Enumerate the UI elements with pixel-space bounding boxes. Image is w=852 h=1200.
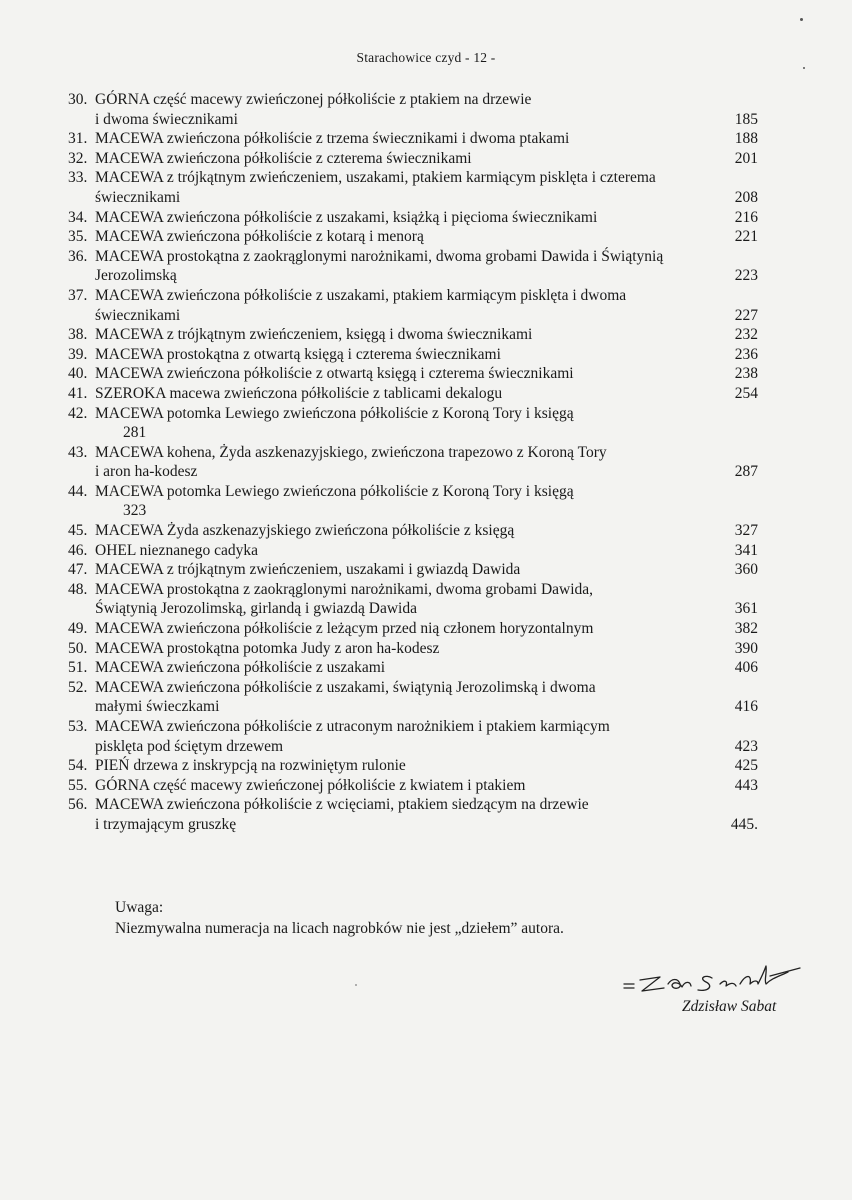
list-item <box>68 482 758 521</box>
entry-text: MACEWA Żyda aszkenazyjskiego zwieńczona półkoliście z księgą <box>95 522 515 540</box>
entry-line <box>68 619 758 639</box>
entry-line <box>68 384 758 404</box>
entry-page-number: 227 <box>734 306 758 324</box>
entry-line <box>68 325 758 345</box>
list-item <box>68 149 758 169</box>
entry-text: MACEWA zwieńczona półkoliście z uszakami, książką i pięcioma świecznikami <box>95 208 598 226</box>
entry-page-number: 423 <box>734 737 758 755</box>
list-item <box>68 286 758 325</box>
entry-text: MACEWA zwieńczona półkoliście z otwartą księgą i czterema świecznikami <box>95 365 574 383</box>
entry-number: 36. <box>68 247 88 265</box>
entry-page-number: 281 <box>123 424 147 442</box>
list-item <box>68 639 758 659</box>
entry-number: 51. <box>68 659 88 677</box>
list-item <box>68 404 758 443</box>
entry-text: MACEWA prostokątna z zaokrąglonymi narożnikami, dwoma grobami Dawida i Świątynią <box>95 247 664 265</box>
entry-number: 48. <box>68 580 88 598</box>
entry-text: MACEWA zwieńczona półkoliście z uszakami, świątynią Jerozolimską i dwoma <box>95 678 596 696</box>
entry-page-number: 185 <box>734 110 758 128</box>
entry-number: 54. <box>68 757 88 775</box>
entry-line <box>68 266 758 286</box>
entry-number: 32. <box>68 149 88 167</box>
entry-number: 39. <box>68 345 88 363</box>
entry-line <box>68 795 758 815</box>
entry-text: MACEWA zwieńczona półkoliście z uszakami, ptakiem karmiącym pisklęta i dwoma <box>95 286 627 304</box>
note-heading: Uwaga: <box>115 899 164 916</box>
handwritten-signature <box>620 960 820 996</box>
note-block <box>115 897 564 939</box>
list-item <box>68 443 758 482</box>
entry-number: 31. <box>68 130 88 148</box>
entry-text: MACEWA zwieńczona półkoliście z trzema świecznikami i dwoma ptakami <box>95 130 570 148</box>
list-item <box>68 717 758 756</box>
entry-text: MACEWA prostokątna potomka Judy z aron ha-kodesz <box>95 639 440 657</box>
entry-page-number: 390 <box>734 639 758 657</box>
entry-page-number: 360 <box>734 561 758 579</box>
running-header: Starachowice czyd - 12 - <box>356 50 496 65</box>
entry-page-number: 327 <box>734 522 758 540</box>
list-item <box>68 521 758 541</box>
entry-number: 42. <box>68 404 88 422</box>
entry-text: MACEWA zwieńczona półkoliście z uszakami <box>95 659 386 677</box>
entry-text: małymi świeczkami <box>95 698 220 716</box>
list-item <box>68 541 758 561</box>
entry-text: MACEWA kohena, Żyda aszkenazyjskiego, zwieńczona trapezowo z Koroną Tory <box>95 443 607 461</box>
entry-number: 50. <box>68 639 88 657</box>
entry-text: MACEWA zwieńczona półkoliście z leżącym przed nią członem horyzontalnym <box>95 620 594 638</box>
entry-line <box>68 129 758 149</box>
list-item <box>68 168 758 207</box>
entry-number: 40. <box>68 365 88 383</box>
entry-line <box>68 658 758 678</box>
list-item <box>68 384 758 404</box>
entry-line <box>68 462 758 482</box>
entry-text: MACEWA zwieńczona półkoliście z wcięciami, ptakiem siedzącym na drzewie <box>95 796 589 814</box>
list-item <box>68 247 758 286</box>
list-item <box>68 560 758 580</box>
entry-number: 33. <box>68 169 88 187</box>
entry-line <box>68 364 758 384</box>
list-item <box>68 208 758 228</box>
list-item <box>68 325 758 345</box>
entry-number: 53. <box>68 718 88 735</box>
entry-page-number: 236 <box>734 345 758 363</box>
entry-page-number: 445. <box>730 815 758 833</box>
entry-number: 49. <box>68 620 88 638</box>
entry-line <box>68 90 758 110</box>
entry-line <box>68 815 758 835</box>
list-item <box>68 580 758 619</box>
entry-number: 47. <box>68 561 88 579</box>
entry-page-number: 223 <box>734 267 758 285</box>
entry-page-number: 221 <box>734 228 758 246</box>
entry-number: 41. <box>68 384 88 402</box>
entry-page-number: 238 <box>734 365 758 383</box>
entry-line <box>68 521 758 541</box>
entry-line <box>68 208 758 228</box>
entry-line <box>68 737 758 757</box>
entry-line <box>68 678 758 698</box>
list-item <box>68 678 758 717</box>
entry-page-number: 341 <box>734 541 758 559</box>
entry-page-number: 361 <box>734 600 758 618</box>
list-item <box>68 364 758 384</box>
entry-number: 46. <box>68 541 88 559</box>
entry-text: świecznikami <box>95 188 181 206</box>
entry-text: MACEWA prostokątna z otwartą księgą i czterema świecznikami <box>95 345 501 363</box>
entry-text: OHEL nieznanego cadyka <box>95 541 258 559</box>
entry-line <box>68 168 758 188</box>
entry-text: pisklęta pod ściętym drzewem <box>95 737 284 755</box>
entry-line <box>68 345 758 365</box>
entry-line <box>68 697 758 717</box>
entry-text: GÓRNA część macewy zwieńczonej półkoliście z kwiatem i ptakiem <box>95 776 526 794</box>
entry-line <box>68 149 758 169</box>
entry-line <box>68 599 758 619</box>
entry-number: 34. <box>68 208 88 226</box>
entry-text: MACEWA z trójkątnym zwieńczeniem, uszakami i gwiazdą Dawida <box>95 561 521 579</box>
entry-text: MACEWA prostokątna z zaokrąglonymi narożnikami, dwoma grobami Dawida, <box>95 580 594 598</box>
entry-line <box>68 482 758 502</box>
entry-page-number: 188 <box>734 130 758 148</box>
list-item <box>68 90 758 129</box>
entry-number: 52. <box>68 678 88 696</box>
entry-line <box>68 443 758 463</box>
entry-page-number: 323 <box>123 502 147 520</box>
entry-text: świecznikami <box>95 306 181 324</box>
entry-number: 56. <box>68 796 88 814</box>
entry-text: PIEŃ drzewa z inskrypcją na rozwiniętym rulonie <box>95 757 406 775</box>
entry-line <box>68 306 758 326</box>
entry-line <box>68 501 758 521</box>
entry-line <box>68 110 758 130</box>
entry-line <box>68 541 758 561</box>
entry-text: Jerozolimską <box>95 267 177 285</box>
entry-page-number: 382 <box>734 620 758 638</box>
scan-speck <box>355 984 357 986</box>
entry-text: MACEWA z trójkątnym zwieńczeniem, uszakami, ptakiem karmiącym pisklęta i czterema <box>95 169 656 187</box>
entry-page-number: 201 <box>734 149 758 167</box>
entry-page-number: 216 <box>734 208 758 226</box>
entry-text: i aron ha-kodesz <box>95 463 198 481</box>
entry-page-number: 443 <box>734 776 758 794</box>
list-item <box>68 345 758 365</box>
entry-text: SZEROKA macewa zwieńczona półkoliście z tablicami dekalogu <box>95 384 503 402</box>
entry-line <box>68 560 758 580</box>
entry-list <box>68 90 758 835</box>
entry-text: GÓRNA część macewy zwieńczonej półkoliście z ptakiem na drzewie <box>95 91 532 108</box>
entry-number: 43. <box>68 443 88 461</box>
entry-number: 37. <box>68 286 88 304</box>
list-item <box>68 776 758 796</box>
entry-line <box>68 756 758 776</box>
entry-page-number: 208 <box>734 188 758 206</box>
entry-line <box>68 580 758 600</box>
entry-text: Świątynią Jerozolimską, girlandą i gwiazdą Dawida <box>95 600 417 618</box>
signer-name: Zdzisław Sabat <box>682 998 777 1015</box>
entry-line <box>68 286 758 306</box>
entry-number: 44. <box>68 482 88 500</box>
entry-text: MACEWA zwieńczona półkoliście z utraconym narożnikiem i ptakiem karmiącym <box>95 718 610 735</box>
entry-number: 45. <box>68 522 88 540</box>
entry-page-number: 232 <box>734 326 758 344</box>
entry-line <box>68 639 758 659</box>
entry-text: i trzymającym gruszkę <box>95 815 237 833</box>
entry-page-number: 254 <box>734 384 758 402</box>
entry-page-number: 406 <box>734 659 758 677</box>
entry-page-number: 425 <box>734 757 758 775</box>
list-item <box>68 756 758 776</box>
scan-speck <box>800 18 803 21</box>
entry-line <box>68 717 758 737</box>
entry-line <box>68 247 758 267</box>
entry-page-number: 287 <box>734 463 758 481</box>
entry-text: MACEWA zwieńczona półkoliście z czterema świecznikami <box>95 149 472 167</box>
entry-line <box>68 423 758 443</box>
entry-text: MACEWA potomka Lewiego zwieńczona półkoliście z Koroną Tory i księgą <box>95 404 574 422</box>
list-item <box>68 619 758 639</box>
list-item <box>68 658 758 678</box>
entry-number: 55. <box>68 776 88 794</box>
list-item <box>68 795 758 834</box>
entry-number: 38. <box>68 326 88 344</box>
list-item <box>68 227 758 247</box>
entry-line <box>68 404 758 424</box>
entry-number: 30. <box>68 91 88 108</box>
entry-line <box>68 776 758 796</box>
scan-speck <box>803 67 805 69</box>
entry-text: MACEWA zwieńczona półkoliście z kotarą i menorą <box>95 228 424 246</box>
entry-text: MACEWA z trójkątnym zwieńczeniem, księgą i dwoma świecznikami <box>95 326 533 344</box>
entry-line <box>68 188 758 208</box>
entry-page-number: 416 <box>734 698 758 716</box>
list-item <box>68 129 758 149</box>
entry-number: 35. <box>68 228 88 246</box>
entry-text: MACEWA potomka Lewiego zwieńczona półkoliście z Koroną Tory i księgą <box>95 482 574 500</box>
entry-line <box>68 227 758 247</box>
entry-text: i dwoma świecznikami <box>95 110 238 128</box>
note-text: Niezmywalna numeracja na licach nagrobków nie jest „dziełem” autora. <box>115 920 564 937</box>
